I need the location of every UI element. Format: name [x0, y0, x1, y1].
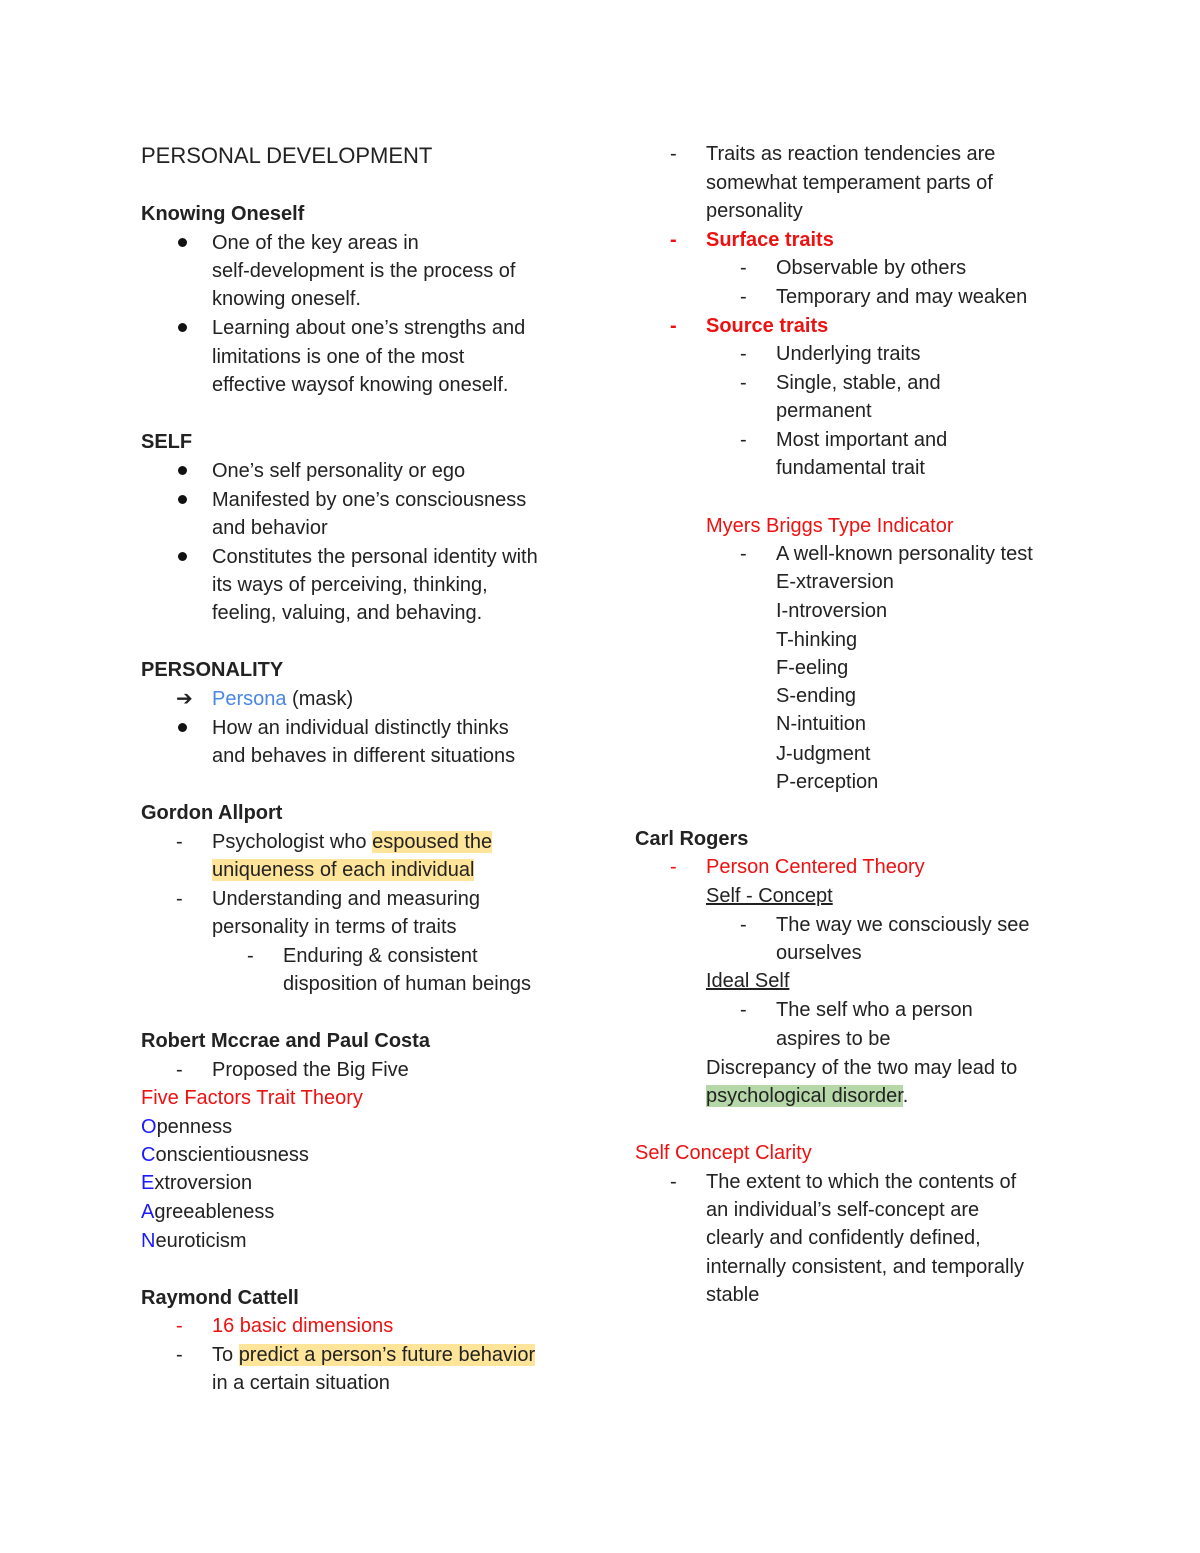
dash-icon: - — [670, 143, 677, 165]
dash-icon: - — [740, 914, 747, 936]
dash-icon: - — [176, 1344, 183, 1366]
text-line: Discrepancy of the two may lead to — [706, 1057, 1018, 1079]
text-line: an individual’s self-concept are — [706, 1199, 980, 1221]
mask-text: (mask) — [286, 688, 354, 710]
dash-icon: - — [740, 372, 747, 394]
theory-title: Five Factors Trait Theory — [141, 1087, 363, 1109]
mbti-letter: I-ntroversion — [776, 600, 888, 622]
text-run: Psychologist who — [212, 831, 373, 853]
dash-icon: - — [670, 1171, 677, 1193]
highlight: psychological disorder — [706, 1085, 903, 1107]
mbti-letter: F-eeling — [776, 657, 849, 679]
arrow-icon: ➔ — [176, 688, 193, 710]
text-line: limitations is one of the most — [212, 346, 465, 368]
persona-term: Persona — [212, 688, 287, 710]
text-line: 16 basic dimensions — [212, 1315, 394, 1337]
text-line: and behavior — [212, 517, 328, 539]
mbti-letter: T-hinking — [776, 629, 858, 651]
factor-item — [141, 1229, 247, 1253]
bullet-icon — [178, 723, 187, 732]
dash-icon: - — [740, 429, 747, 451]
heading-self: SELF — [141, 431, 193, 453]
dash-icon: - — [740, 257, 747, 279]
text-line: feeling, valuing, and behaving. — [212, 602, 483, 624]
mbti-letter: E-xtraversion — [776, 571, 894, 593]
text-line: personality in terms of traits — [212, 916, 457, 938]
text-line: Traits as reaction tendencies are — [706, 143, 996, 165]
factor-rest: penness — [156, 1116, 233, 1138]
text-line: Proposed the Big Five — [212, 1059, 409, 1081]
heading-self-concept-clarity: Self Concept Clarity — [635, 1142, 812, 1164]
highlight: uniqueness of each individual — [212, 859, 475, 881]
dash-icon: - — [670, 856, 677, 878]
dash-icon: - — [247, 945, 254, 967]
heading-source-traits: Source traits — [706, 315, 829, 337]
subheading-ideal-self: Ideal Self — [706, 970, 790, 992]
theory-title: Person Centered Theory — [706, 856, 925, 878]
text-line: Observable by others — [776, 257, 967, 279]
text-line: Learning about one’s strengths and — [212, 317, 526, 339]
dash-icon: - — [176, 831, 183, 853]
text-line: and behaves in different situations — [212, 745, 516, 767]
text-line — [212, 858, 474, 882]
heading-mccrae-costa: Robert Mccrae and Paul Costa — [141, 1030, 430, 1052]
text-line: knowing oneself. — [212, 288, 361, 310]
dash-icon: - — [740, 343, 747, 365]
text-line: its ways of perceiving, thinking, — [212, 574, 488, 596]
bullet-icon — [178, 495, 187, 504]
text-line: Understanding and measuring — [212, 888, 480, 910]
dash-icon: - — [670, 315, 677, 337]
heading-knowing-oneself: Knowing Oneself — [141, 203, 305, 225]
dash-icon: - — [740, 999, 747, 1021]
text-line: Manifested by one’s consciousness — [212, 489, 527, 511]
text-line: aspires to be — [776, 1028, 891, 1050]
factor-initial: N — [141, 1230, 156, 1252]
text-line: stable — [706, 1284, 760, 1306]
factor-initial: O — [141, 1116, 157, 1138]
text-line: The self who a person — [776, 999, 973, 1021]
mbti-letter: P-erception — [776, 771, 879, 793]
mbti-letter: N-intuition — [776, 713, 867, 735]
text-line: in a certain situation — [212, 1372, 390, 1394]
heading-surface-traits: Surface traits — [706, 229, 834, 251]
text-line: A well-known personality test — [776, 543, 1033, 565]
highlight: predict a person’s future behavior — [238, 1344, 536, 1366]
text-line: The way we consciously see — [776, 914, 1030, 936]
text-line: How an individual distinctly thinks — [212, 717, 509, 739]
text-line: fundamental trait — [776, 457, 925, 479]
bullet-icon — [178, 552, 187, 561]
bullet-icon — [178, 466, 187, 475]
factor-initial: C — [141, 1144, 156, 1166]
factor-rest: onscientiousness — [155, 1144, 309, 1166]
factor-item — [141, 1115, 232, 1139]
heading-mbti: Myers Briggs Type Indicator — [706, 515, 954, 537]
factor-rest: xtroversion — [154, 1172, 253, 1194]
text-line: somewhat temperament parts of — [706, 172, 993, 194]
heading-gordon-allport: Gordon Allport — [141, 802, 283, 824]
text-line — [212, 830, 492, 854]
text-line: internally consistent, and temporally — [706, 1256, 1024, 1278]
dash-icon: - — [176, 888, 183, 910]
text-line: Most important and — [776, 429, 948, 451]
text-line: Constitutes the personal identity with — [212, 546, 538, 568]
factor-item — [141, 1200, 274, 1224]
text-line: Enduring & consistent — [283, 945, 478, 967]
text-line: Underlying traits — [776, 343, 921, 365]
text-line: ourselves — [776, 942, 862, 964]
highlight: espoused the — [372, 831, 493, 853]
factor-initial: E — [141, 1172, 155, 1194]
factor-rest: greeableness — [154, 1201, 275, 1223]
factor-initial: A — [141, 1201, 155, 1223]
text-line — [212, 1343, 535, 1367]
dash-icon: - — [740, 286, 747, 308]
mbti-letter: S-ending — [776, 685, 857, 707]
text-line: disposition of human beings — [283, 973, 531, 995]
text-line — [706, 1084, 908, 1108]
subheading-self-concept: Self - Concept — [706, 885, 833, 907]
dash-icon: - — [176, 1315, 183, 1337]
heading-personality: PERSONALITY — [141, 659, 284, 681]
factor-item — [141, 1143, 309, 1167]
text-line: One of the key areas in — [212, 232, 419, 254]
text-line: clearly and confidently defined, — [706, 1227, 981, 1249]
text-line: One’s self personality or ego — [212, 460, 466, 482]
dash-icon: - — [670, 229, 677, 251]
text-line: Temporary and may weaken — [776, 286, 1028, 308]
text-line: permanent — [776, 400, 872, 422]
heading-raymond-cattell: Raymond Cattell — [141, 1287, 299, 1309]
heading-carl-rogers: Carl Rogers — [635, 828, 749, 850]
text-run: To — [212, 1344, 239, 1366]
text-line: self-development is the process of — [212, 260, 516, 282]
factor-item — [141, 1171, 252, 1195]
page-title: PERSONAL DEVELOPMENT — [141, 143, 433, 168]
text-run: . — [902, 1085, 909, 1107]
factor-rest: euroticism — [155, 1230, 247, 1252]
text-line — [212, 687, 353, 711]
dash-icon: - — [176, 1059, 183, 1081]
bullet-icon — [178, 323, 187, 332]
text-line: The extent to which the contents of — [706, 1171, 1017, 1193]
text-line: Single, stable, and — [776, 372, 941, 394]
text-line: personality — [706, 200, 803, 222]
bullet-icon — [178, 238, 187, 247]
text-line: effective waysof knowing oneself. — [212, 374, 509, 396]
dash-icon: - — [740, 543, 747, 565]
mbti-letter: J-udgment — [776, 743, 871, 765]
